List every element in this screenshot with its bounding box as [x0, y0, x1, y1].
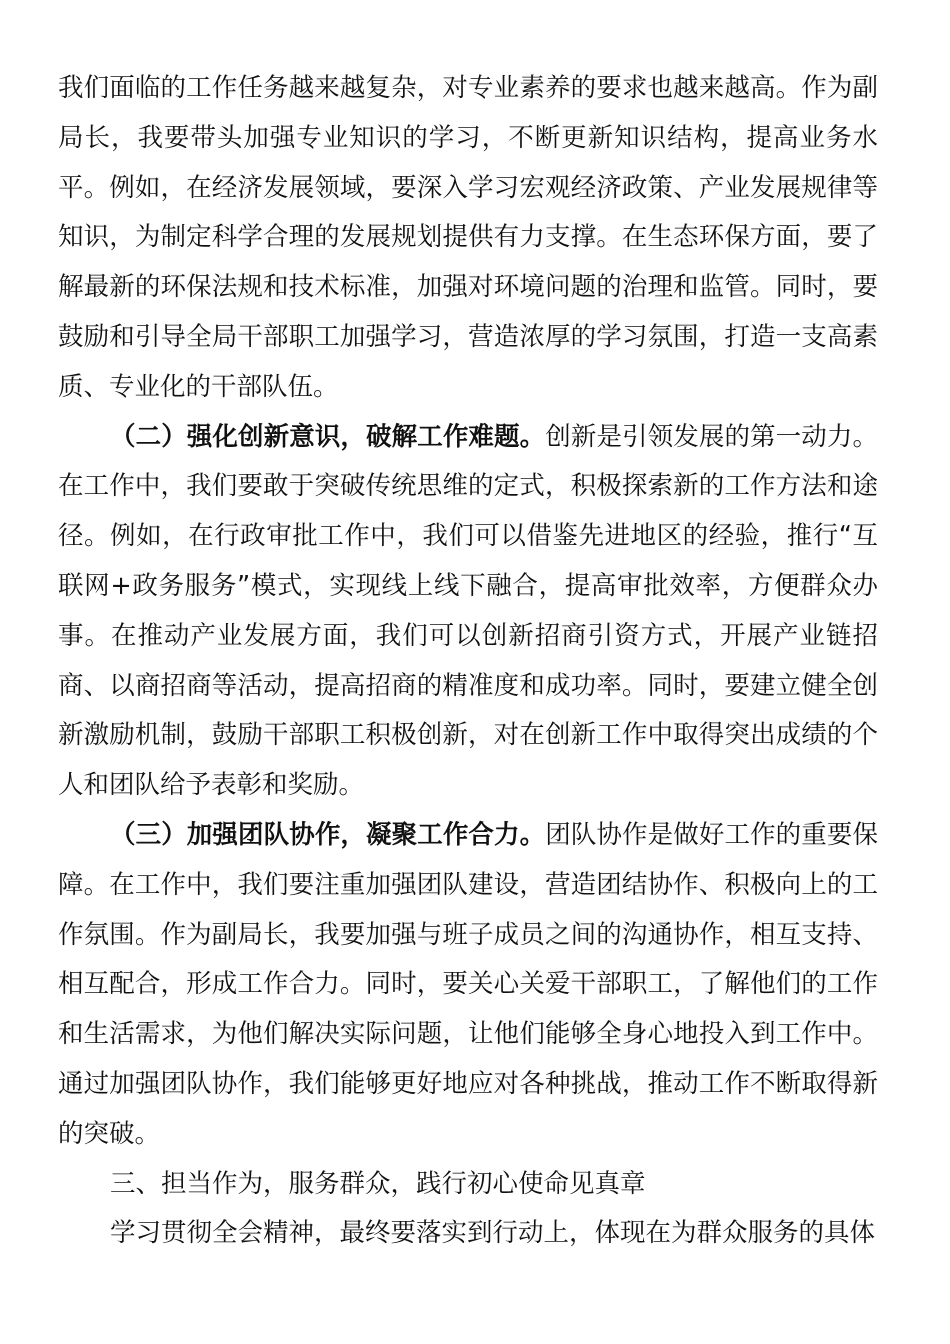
section-heading-three: 三、担当作为，服务群众，践行初心使命见真章 — [110, 1168, 646, 1199]
paragraph-teamwork — [58, 811, 878, 1160]
subsection-title-innovation: （二）强化创新意识，破解工作难题。 — [110, 421, 546, 452]
paragraph-body: 创新是引领发展的第一动力。在工作中，我们要敢于突破传统思维的定式，积极探索新的工作方法和途径。例如，在行政审批工作中，我们可以借鉴先进地区的经验，推行“互联网+政务服务”模式，实现线上线下融合，提高审批效率，方便群众办事。在推动产业发展方面，我们可以创新招商引资方式，开展产业链招商、以商招商等活动，提高招商的精准度和成功率。同时，要建立健全创新激励机制，鼓励干部职工积极创新，对在创新工作中取得突出成绩的个人和团队给予表彰和奖励。 — [58, 421, 878, 801]
paragraph-continuation: 我们面临的工作任务越来越复杂，对专业素养的要求也越来越高。作为副局长，我要带头加强专业知识的学习，不断更新知识结构，提高业务水平。例如，在经济发展领域，要深入学习宏观经济政策、产业发展规律等知识，为制定科学合理的发展规划提供有力支撑。在生态环保方面，要了解最新的环保法规和技术标准，加强对环境问题的治理和监管。同时，要鼓励和引导全局干部职工加强学习，营造浓厚的学习氛围，打造一支高素质、专业化的干部队伍。 — [58, 73, 878, 402]
document-page — [58, 64, 878, 1259]
subsection-title-teamwork: （三）加强团队协作，凝聚工作合力。 — [110, 819, 546, 850]
paragraph-innovation — [58, 413, 878, 811]
paragraph-body-last: 学习贯彻全会精神，最终要落实到行动上，体现在为群众服务的具体 — [110, 1218, 876, 1249]
paragraph-body: 团队协作是做好工作的重要保障。在工作中，我们要注重加强团队建设，营造团结协作、积极向上的工作氛围。作为副局长，我要加强与班子成员之间的沟通协作，相互支持、相互配合，形成工作合力。同时，要关心关爱干部职工，了解他们的工作和生活需求，为他们解决实际问题，让他们能够全身心地投入到工作中。通过加强团队协作，我们能够更好地应对各种挑战，推动工作不断取得新的突破。 — [58, 819, 878, 1149]
